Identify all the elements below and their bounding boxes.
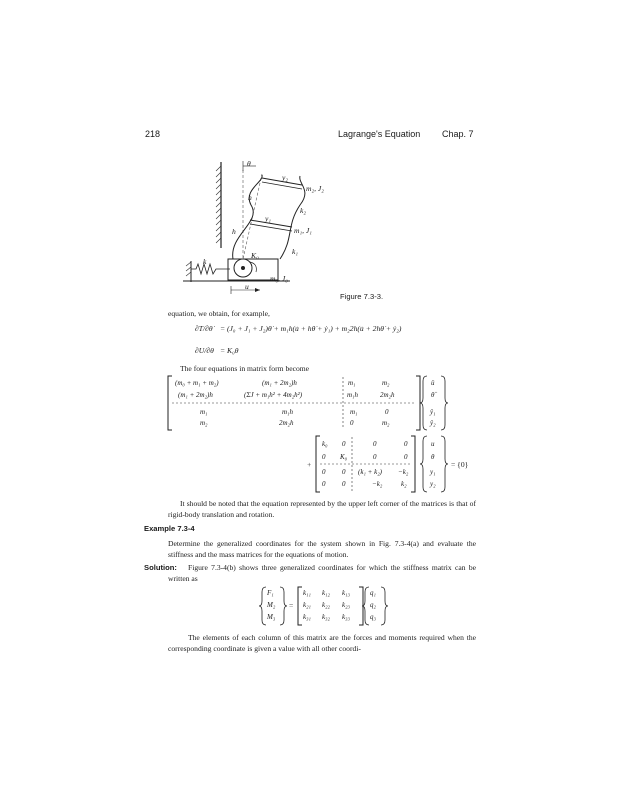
solution-label: Solution:	[144, 563, 177, 572]
mass-cell-2-3: m₁h	[347, 391, 358, 399]
disp-u: u	[431, 440, 435, 448]
stiff-cell-2-3: 0	[373, 453, 377, 461]
accel-y2: ÿ₂	[430, 419, 436, 427]
eq2-lhs: ∂U/∂θ	[195, 346, 214, 355]
mass-cell-1-3: m₁	[348, 379, 356, 387]
label-m0J0: m₀, J₀	[270, 274, 288, 283]
equals-zero: = {0}	[451, 460, 469, 469]
eq1-rhs: = (J₀ + J₁ + J₂)θ̇ + m₁h(u̇ + hθ̇ + ẏ₁) + m₂2h(u̇ + 2hθ̇ + ẏ₂)	[220, 324, 402, 333]
page-number: 218	[145, 129, 161, 139]
stiff-cell-3-1: 0	[322, 468, 326, 476]
stiff-cell-4-4: k₂	[401, 480, 407, 488]
mass-cell-3-3: m₁	[350, 408, 358, 416]
stiff-cell-3-3: (k₁ + k₂)	[358, 468, 382, 476]
four-equations-text: The four equations in matrix form become	[180, 364, 310, 373]
k-bracket-left	[298, 587, 302, 625]
force-equals: =	[289, 601, 294, 610]
stiff-cell-1-4: 0	[404, 440, 408, 448]
k32: k₃₂	[322, 613, 330, 621]
k13: k₁₃	[342, 589, 350, 597]
mass-cell-3-2: m₁h	[282, 408, 293, 416]
mass-cell-3-1: m₁	[200, 408, 208, 416]
q-brace-right	[381, 587, 388, 625]
label-h-upper: h	[248, 193, 252, 202]
stiff-cell-1-1: k₀	[322, 440, 328, 448]
eq1-lhs: ∂T/∂θ̇	[195, 324, 213, 333]
plus-sign: +	[307, 460, 312, 469]
label-theta: θ	[247, 159, 251, 168]
eq2-rhs: = K₀θ	[220, 346, 239, 355]
stiff-cell-4-1: 0	[322, 480, 326, 488]
label-y2: y₂	[282, 173, 289, 182]
q3: q₃	[370, 613, 376, 621]
stiff-cell-3-4: −k₂	[398, 468, 409, 476]
disp-y2: y₂	[430, 480, 436, 488]
k23: k₂₃	[342, 601, 350, 609]
k21: k₂₁	[303, 601, 311, 609]
disp-y1: y₁	[430, 468, 436, 476]
mass-cell-1-1: (m₀ + m₁ + m₂)	[175, 379, 219, 387]
label-y1: y₁	[265, 214, 272, 223]
label-K0: K₀	[251, 251, 259, 260]
label-h-lower: h	[232, 227, 236, 236]
mass-cell-4-2: 2m₂h	[279, 419, 294, 427]
stiff-cell-1-3: 0	[373, 440, 377, 448]
final-paragraph: The elements of each column of this matrix are the forces and moments required when the corresponding coordinate is given a value with all other coordi-	[168, 633, 476, 653]
force-F1: F₁	[267, 589, 274, 597]
label-k1: k₁	[292, 247, 299, 256]
chapter-title: Lagrange's Equation	[338, 129, 421, 139]
q2: q₂	[370, 601, 376, 609]
accel-y1: ÿ₁	[430, 408, 436, 416]
k31: k₃₁	[303, 613, 311, 621]
solution-body: Figure 7.3-4(b) shows three generalized coordinates for which the stiffness matrix can be written as	[168, 563, 476, 583]
label-m1J1: m₁, J₁	[294, 226, 312, 235]
k12: k₁₂	[322, 589, 330, 597]
figure-caption: Figure 7.3-3.	[340, 292, 384, 301]
label-m2J2: m₂, J₂	[306, 184, 324, 193]
mass-cell-2-1: (m₁ + 2m₂)h	[178, 391, 213, 399]
mass-cell-3-4: 0	[385, 408, 389, 416]
stiff-cell-2-4: 0	[404, 453, 408, 461]
stiff-cell-1-2: 0	[342, 440, 346, 448]
k33: k₃₃	[342, 613, 350, 621]
moment-M3: M₃	[267, 613, 276, 621]
stiff-cell-2-1: 0	[322, 453, 326, 461]
accel-u: ü	[431, 379, 435, 387]
stiff-cell-2-2: K₀	[340, 453, 348, 461]
example-title: Example 7.3-4	[144, 524, 195, 533]
k22: k₂₂	[322, 601, 330, 609]
mass-cell-2-4: 2m₂h	[380, 391, 395, 399]
mass-cell-1-4: m₂	[382, 379, 390, 387]
chapter-label: Chap. 7	[442, 129, 474, 139]
disp-theta: θ	[431, 453, 435, 461]
mass-cell-4-3: 0	[350, 419, 354, 427]
intro-text: equation, we obtain, for example,	[168, 309, 270, 318]
note-paragraph: It should be noted that the equation represented by the upper left corner of the matrices is that of rigid-body translation and rotation.	[168, 499, 476, 519]
k11: k₁₁	[303, 589, 311, 597]
mass-cell-2-2: (ΣJ + m₁h² + 4m₂h²)	[244, 391, 303, 399]
stiff-cell-4-3: −k₂	[372, 480, 383, 488]
label-k2: k₂	[300, 206, 307, 215]
accel-theta: θ̈	[431, 391, 435, 399]
mass-cell-4-1: m₂	[200, 419, 208, 427]
force-brace-right	[280, 587, 287, 625]
mass-cell-1-2: (m₁ + 2m₂)h	[262, 379, 297, 387]
mass-cell-4-4: m₂	[382, 419, 390, 427]
q1: q₁	[370, 589, 376, 597]
label-k: k	[203, 257, 207, 266]
label-u: u	[245, 282, 249, 291]
moment-M2: M₂	[267, 601, 276, 609]
stiff-cell-4-2: 0	[342, 480, 346, 488]
example-body: Determine the generalized coordinates for the system shown in Fig. 7.3-4(a) and evaluate the stiffness and the mass matrices for the equations of motion.	[168, 539, 476, 559]
force-brace-left	[259, 587, 266, 625]
stiff-cell-3-2: 0	[342, 468, 346, 476]
